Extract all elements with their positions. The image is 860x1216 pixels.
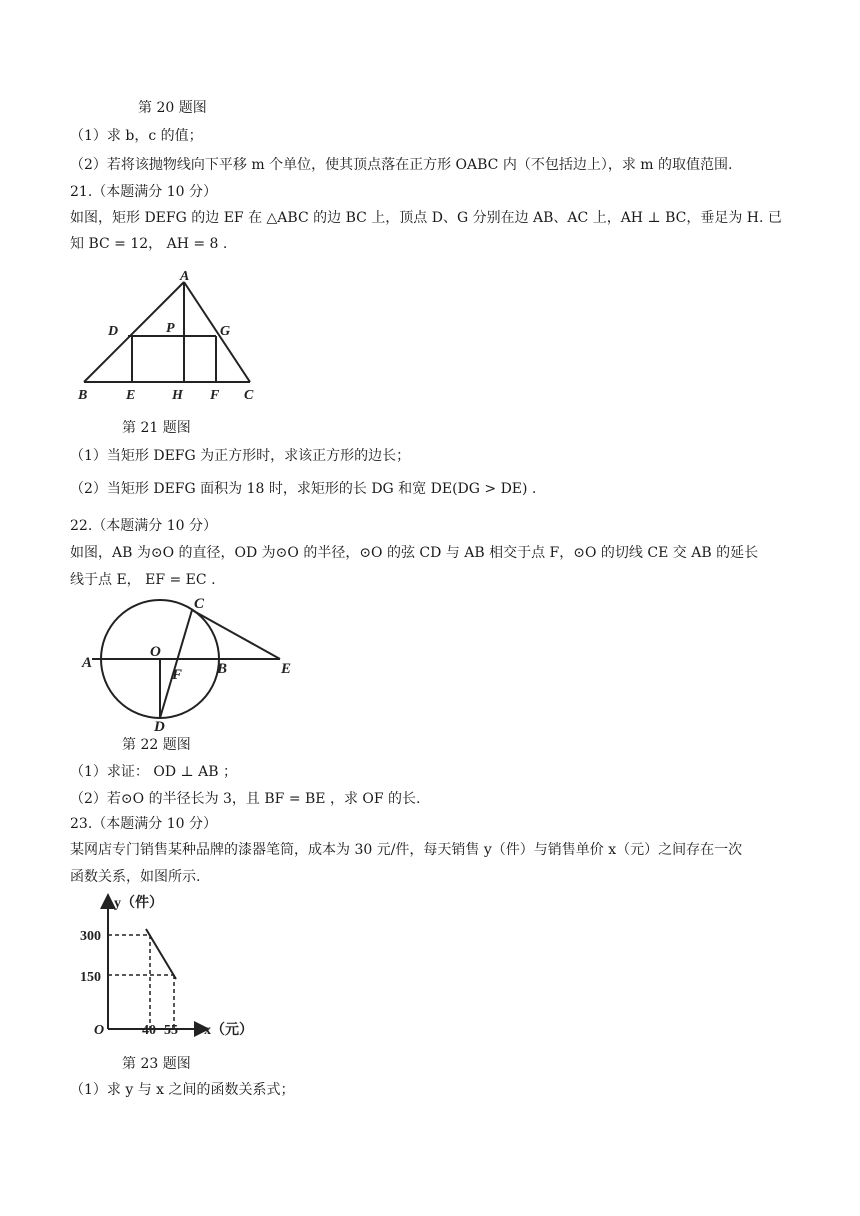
y-tick-150: 150 (80, 970, 101, 985)
tangent-ce (192, 610, 280, 659)
q21-stem-line1: 如图，矩形 DEFG 的边 EF 在 △ABC 的边 BC 上，顶点 D、G 分别在边 AB、AC 上，AH ⊥ BC，垂足为 H. 已 (70, 210, 782, 226)
linear-graph-23 (74, 893, 254, 1043)
q23-heading: 23.（本题满分 10 分） (70, 816, 217, 832)
q21-heading: 21.（本题满分 10 分） (70, 184, 217, 200)
label-b: B (78, 388, 88, 403)
x-tick-55: 55 (164, 1023, 178, 1038)
q21-part2: （2）当矩形 DEFG 面积为 18 时，求矩形的长 DG 和宽 DE(DG > DE) . (70, 481, 537, 497)
label-a: A (180, 269, 190, 284)
q23-part1: （1）求 y 与 x 之间的函数关系式； (70, 1082, 295, 1098)
label-b: B (217, 661, 228, 677)
label-h: H (172, 388, 183, 403)
origin-label: O (94, 1023, 105, 1038)
chord-cd (160, 610, 192, 718)
q22-stem-line1: 如图，AB 为⊙O 的直径，OD 为⊙O 的半径，⊙O 的弦 CD 与 AB 相交于点 F，⊙O 的切线 CE 交 AB 的延长 (70, 545, 759, 561)
label-o: O (150, 644, 161, 660)
q20-part1: （1）求 b，c 的值； (70, 128, 203, 144)
q23-stem-line1: 某网店专门销售某种品牌的漆器笔筒，成本为 30 元/件，每天销售 y（件）与销售单价 x（元）之间存在一次 (70, 842, 743, 858)
label-c: C (194, 596, 205, 612)
label-p: P (166, 321, 175, 336)
circle-figure-22 (72, 593, 302, 733)
label-d: D (154, 719, 165, 733)
figure-caption-22: 第 22 题图 (122, 737, 191, 753)
y-axis-label: y（件） (114, 896, 163, 911)
y-tick-300: 300 (80, 929, 101, 944)
label-g: G (220, 324, 231, 339)
label-f: F (172, 667, 183, 683)
figure-caption-21: 第 21 题图 (122, 420, 191, 436)
triangle-figure-21 (68, 268, 268, 408)
q22-heading: 22.（本题满分 10 分） (70, 518, 217, 534)
q22-part1: （1）求证： OD ⊥ AB ； (70, 764, 237, 780)
q22-stem-line2: 线于点 E， EF = EC . (70, 572, 216, 588)
label-c: C (244, 388, 254, 403)
q21-stem-line2: 知 BC = 12， AH = 8 . (70, 236, 228, 252)
x-tick-40: 40 (142, 1023, 156, 1038)
label-e: E (126, 388, 136, 403)
figure-caption-23: 第 23 题图 (122, 1056, 191, 1072)
label-e: E (281, 661, 292, 677)
q23-stem-line2: 函数关系，如图所示. (70, 869, 201, 885)
x-axis-label: x（元） (204, 1023, 253, 1038)
q21-part1: （1）当矩形 DEFG 为正方形时，求该正方形的边长； (70, 448, 411, 464)
label-a: A (82, 655, 93, 671)
label-f: F (210, 388, 220, 403)
q20-part2: （2）若将该抛物线向下平移 m 个单位，使其顶点落在正方形 OABC 内（不包括边上），求 m 的取值范围. (70, 157, 733, 173)
figure-caption-20: 第 20 题图 (138, 100, 207, 116)
q22-part2: （2）若⊙O 的半径长为 3，且 BF = BE ，求 OF 的长. (70, 791, 421, 807)
label-d: D (108, 324, 119, 339)
